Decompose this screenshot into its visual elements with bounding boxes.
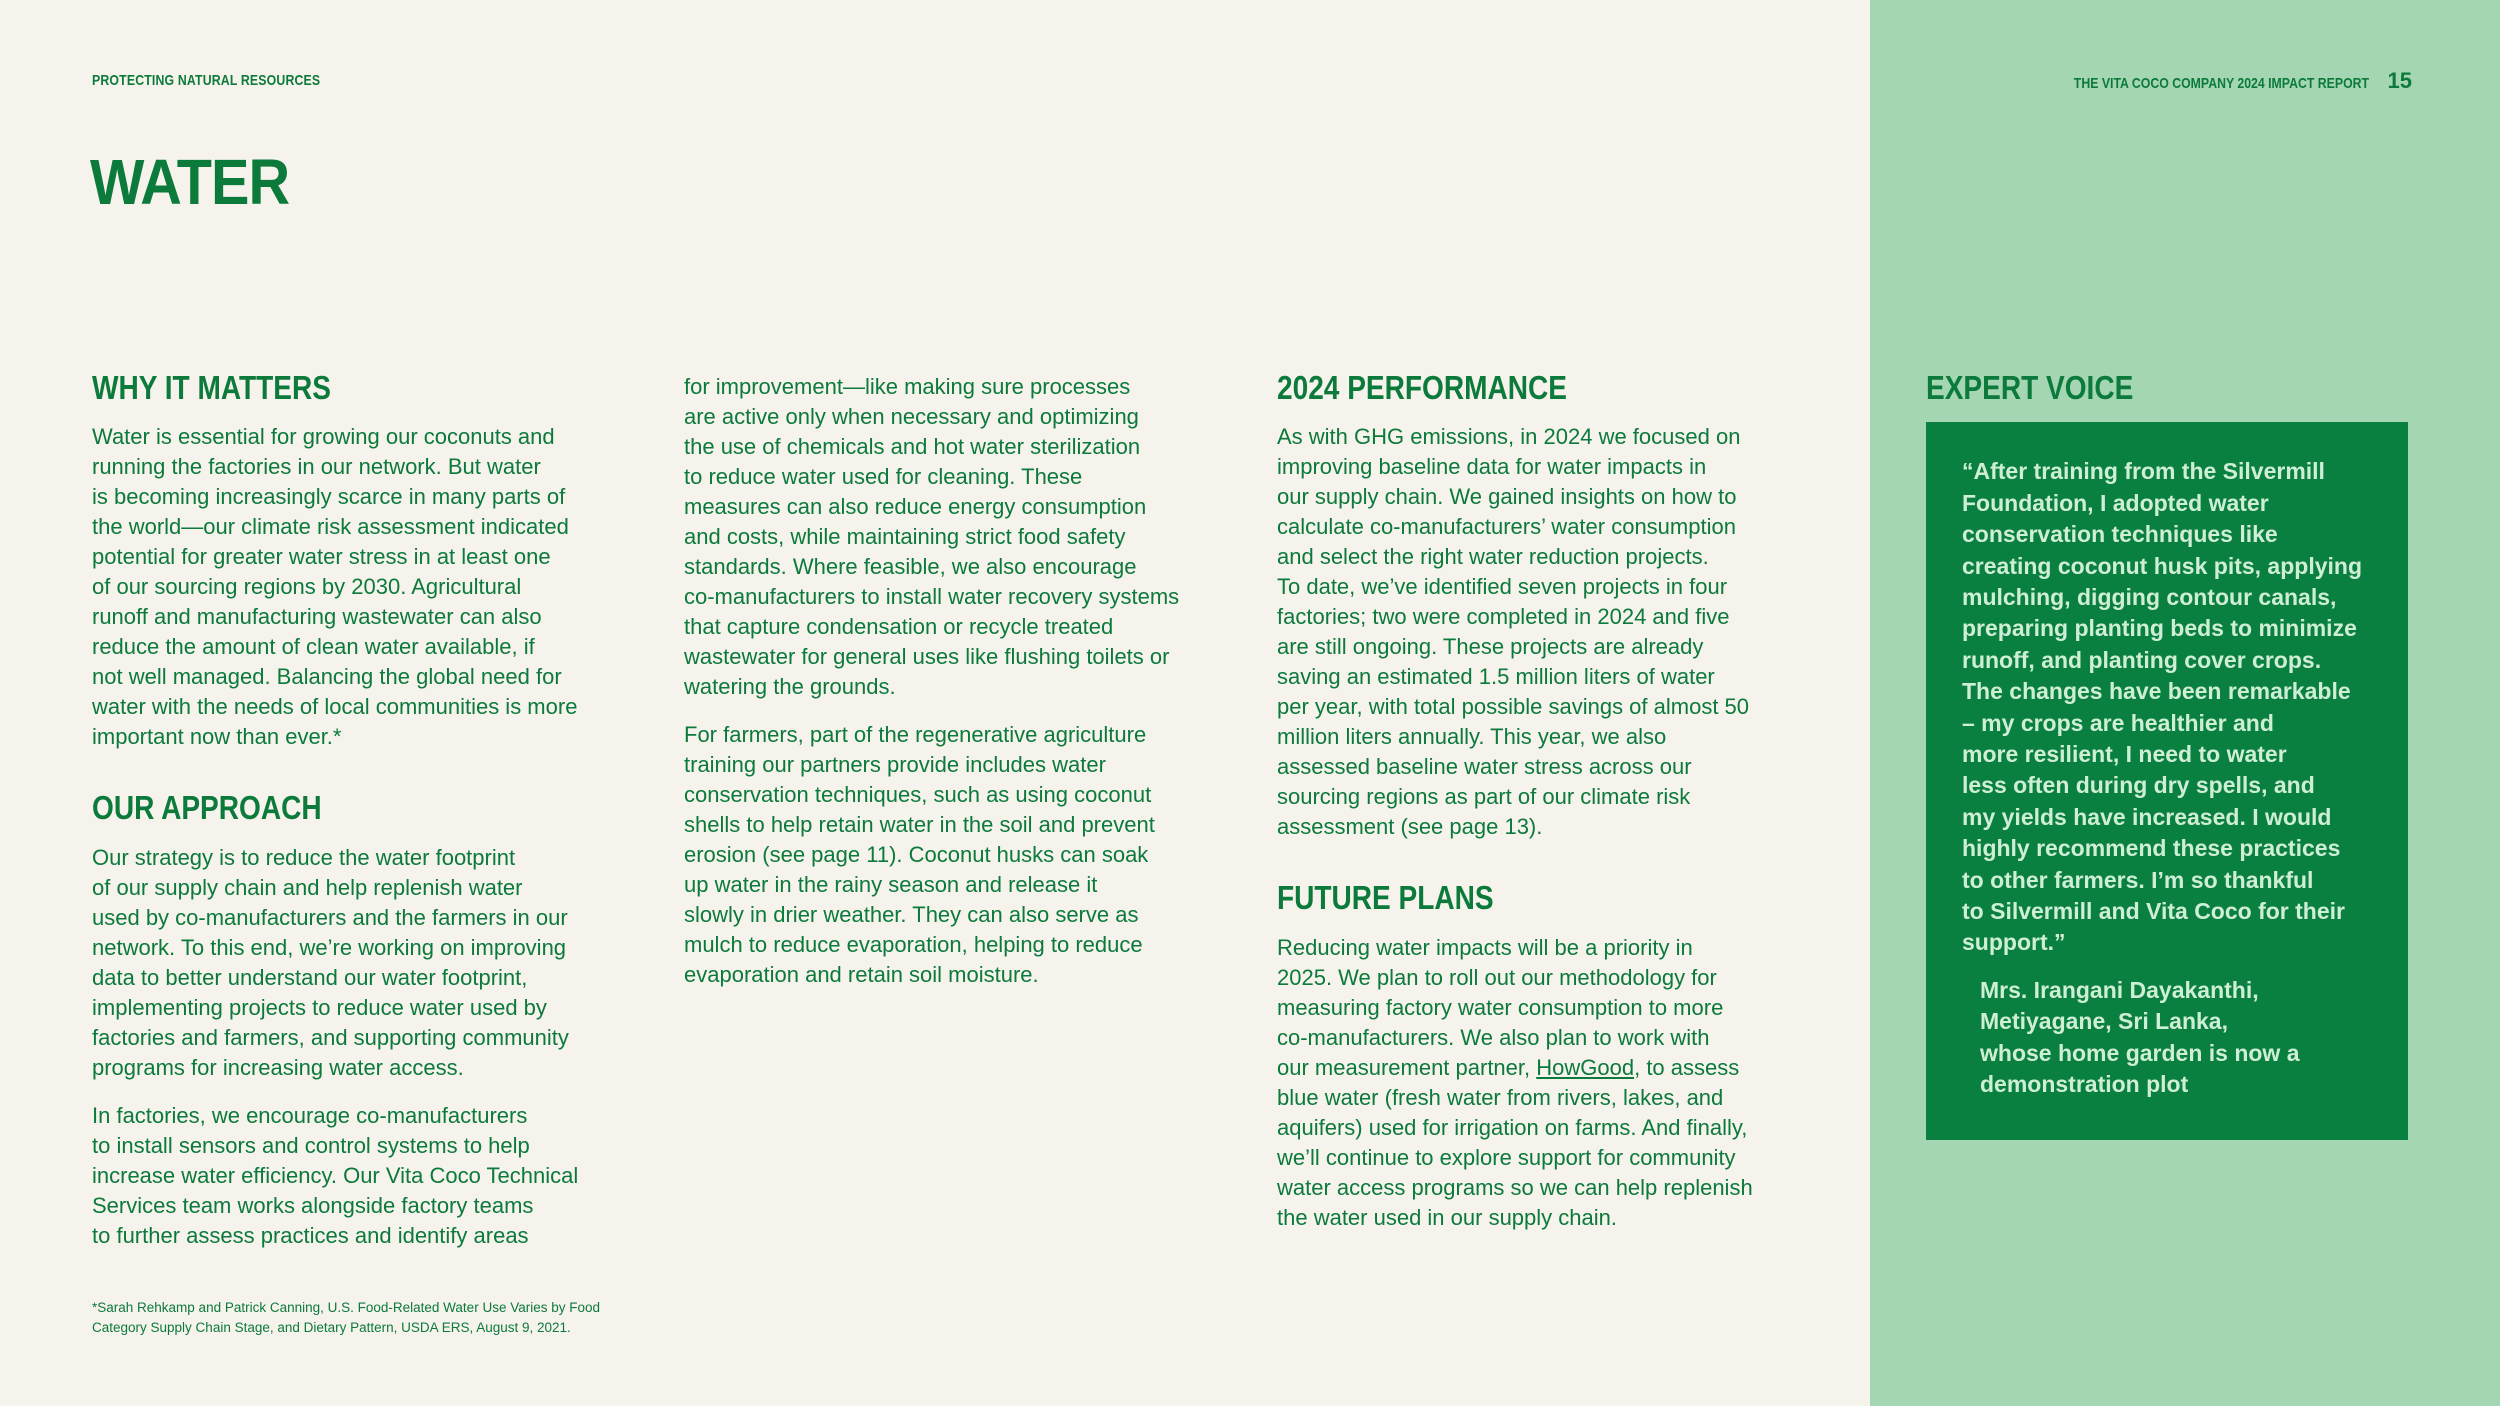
column-2	[684, 372, 1244, 1008]
future-plans-text-b: , to assess blue water (fresh water from rivers, lakes, and aquifers) used for irrigation on farms. And finally, we’ll continue to explore support for community water access programs so we can help replenish the water used in our supply chain.	[1277, 1054, 1753, 1230]
column-1	[92, 370, 652, 1269]
expert-attribution: Mrs. Irangani Dayakanthi, Metiyagane, Sri Lanka, whose home garden is now a demonstration plot	[1980, 976, 2300, 1098]
expert-voice-heading: EXPERT VOICE	[1926, 369, 2134, 406]
footnote: *Sarah Rehkamp and Patrick Canning, U.S. Food-Related Water Use Varies by Food Category Supply Chain Stage, and Dietary Pattern, USDA ERS, August 9, 2021.	[92, 1300, 600, 1335]
our-approach-paragraph-1: Our strategy is to reduce the water footprint of our supply chain and help replenish water used by co-manufacturers and the farmers in our network. To this end, we’re working on improving data to better understand our water footprint, implementing projects to reduce water used by factories and farmers, and supporting community programs for increasing water access.	[92, 844, 569, 1080]
report-header	[2009, 68, 2412, 94]
howgood-link[interactable]: HowGood	[1536, 1054, 1635, 1080]
report-title: THE VITA COCO COMPANY 2024 IMPACT REPORT	[2074, 75, 2370, 92]
column-3	[1277, 370, 1837, 1251]
future-plans-text-a: Reducing water impacts will be a priority in 2025. We plan to roll out our methodology for measuring factory water consumption to more co-manufacturers. We also plan to work with our measurement partner,	[1277, 934, 1724, 1080]
page-number: 15	[2387, 68, 2412, 93]
section-label: PROTECTING NATURAL RESOURCES	[92, 72, 321, 89]
expert-quote-box	[1926, 422, 2408, 1140]
performance-text: As with GHG emissions, in 2024 we focused on improving baseline data for water impacts in our supply chain. We gained insights on how to calculate co-manufacturers’ water consumption and select the right water reduction projects. To date, we’ve identified seven projects in four factories; two were completed in 2024 and five are still ongoing. These projects are already saving an estimated 1.5 million liters of water per year, with total possible savings of almost 50 million liters annually. This year, we also assessed baseline water stress across our sourcing regions as part of our climate risk assessment (see page 13).	[1277, 424, 1750, 840]
our-approach-paragraph-4: For farmers, part of the regenerative agriculture training our partners provide includes water conservation techniques, such as using coconut shells to help retain water in the soil and prevent erosion (see page 11). Coconut husks can soak up water in the rainy season and release it slowly in drier weather. They can also serve as mulch to reduce evaporation, helping to reduce evaporation and retain soil moisture.	[684, 722, 1155, 987]
our-approach-paragraph-3: for improvement—like making sure processes are active only when necessary and optimizing the use of chemicals and hot water sterilization to reduce water used for cleaning. These measures can also reduce energy consumption and costs, while maintaining strict food safety standards. Where feasible, we also encourage co-manufacturers to install water recovery systems that capture condensation or recycle treated wastewater for general uses like flushing toilets or watering the grounds.	[684, 374, 1180, 699]
future-plans-text	[1277, 933, 1837, 1233]
expert-quote: “After training from the Silvermill Foundation, I adopted water conservation techniques like creating coconut husk pits, applying mulching, digging contour canals, preparing planting beds to minimize runoff, and planting cover crops. The changes have been remarkable – my crops are healthier and more resilient, I need to water less often during dry spells, and my yields have increased. I would highly recommend these practices to other farmers. I’m so thankful to Silvermill and Vita Coco for their support.”	[1962, 458, 2362, 956]
page-title: WATER	[90, 146, 290, 218]
why-it-matters-heading: WHY IT MATTERS	[92, 369, 331, 406]
our-approach-paragraph-2: In factories, we encourage co-manufacturers to install sensors and control systems to help increase water efficiency. Our Vita Coco Technical Services team works alongside factory teams to further assess practices and identify areas	[92, 1102, 579, 1248]
our-approach-heading: OUR APPROACH	[92, 789, 322, 827]
why-it-matters-text: Water is essential for growing our coconuts and running the factories in our network. But water is becoming increasingly scarce in many parts of the world—our climate risk assessment indicated potential for greater water stress in at least one of our sourcing regions by 2030. Agricultural runoff and manufacturing wastewater can also reduce the amount of clean water available, if not well managed. Balancing the global need for water with the needs of local communities is more important now than ever.*	[92, 424, 578, 750]
performance-heading: 2024 PERFORMANCE	[1277, 369, 1567, 406]
future-plans-heading: FUTURE PLANS	[1277, 879, 1494, 917]
column-4	[1926, 370, 2408, 1140]
